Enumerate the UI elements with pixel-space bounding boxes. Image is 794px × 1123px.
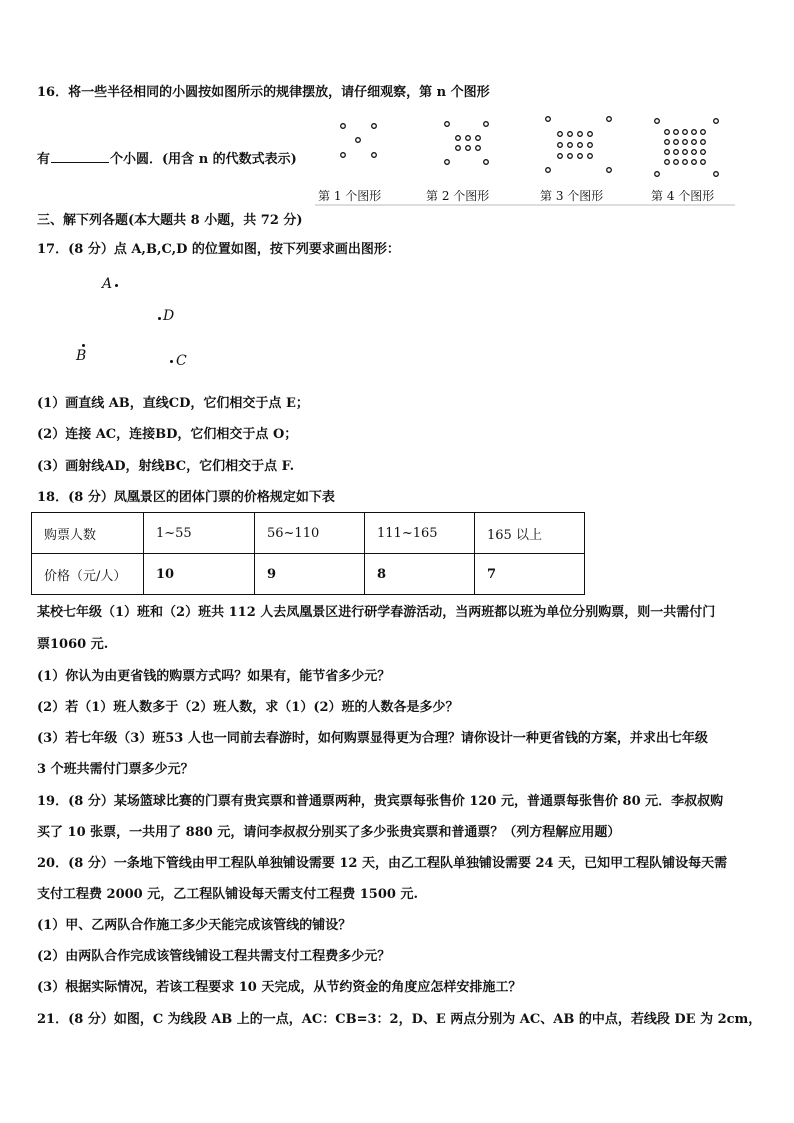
- table-cell: 1~55: [144, 513, 255, 554]
- q19-line-2: 买了 10 张票，一共用了 880 元，请问李叔叔分别买了多少张贵宾票和普通票？（列方程解应用题）: [37, 825, 621, 840]
- table-cell: 165 以上: [475, 513, 585, 554]
- q20-item-1: (1）甲、乙两队合作施工多少天能完成该管线的铺设？: [37, 918, 352, 933]
- q18-stem: 18．(8 分）凤凰景区的团体门票的价格规定如下表: [37, 490, 335, 505]
- point-d-dot: [158, 317, 161, 320]
- q20-line-1: 20．(8 分）一条地下管线由甲工程队单独铺设需要 12 天，由乙工程队单独铺设需要 24 天，已知甲工程队铺设每天需: [37, 856, 728, 871]
- q18-item-1: (1）你认为由更省钱的购票方式吗？如果有，能节省多少元？: [37, 669, 391, 684]
- q16-line2-post: 个小圆．(用含 n 的代数式表示): [110, 152, 297, 167]
- q16-line2: [37, 150, 297, 169]
- figure-label-3: 第 3 个图形: [540, 189, 604, 203]
- pattern-2: [445, 122, 489, 165]
- table-cell: 111~165: [365, 513, 475, 554]
- q19-line-1: 19．(8 分）某场篮球比赛的门票有贵宾票和普通票两种，贵宾票每张售价 120 元，普通票每张售价 80 元．李叔叔购: [37, 794, 724, 809]
- section-heading: 三、解下列各题(本大题共 8 小题，共 72 分): [37, 213, 303, 228]
- point-c-dot: [170, 360, 173, 363]
- pattern-1: [341, 124, 377, 158]
- point-a-dot: [115, 284, 118, 287]
- q17-stem: 17．(8 分）点 A,B,C,D 的位置如图，按下列要求画出图形：: [37, 242, 400, 257]
- q18-body-2: 票1060 元.: [37, 637, 109, 652]
- q16-line1: 16．将一些半径相同的小圆按如图所示的规律摆放，请仔细观察，第 n 个图形: [37, 85, 490, 100]
- point-d-label: D: [163, 308, 175, 324]
- q16-line2-pre: 有: [37, 152, 51, 167]
- point-b-label: B: [76, 348, 87, 364]
- point-b-dot: [82, 344, 85, 347]
- q18-body-1: 某校七年级（1）班和（2）班共 112 人去凤凰景区进行研学春游活动，当两班都以班为单位分别购票，则一共需付门: [37, 605, 716, 620]
- answer-blank: [51, 150, 109, 163]
- figure-label-2: 第 2 个图形: [426, 189, 490, 203]
- table-cell: 9: [255, 554, 365, 595]
- q17-item-2: (2）连接 AC，连接BD，它们相交于点 O；: [37, 427, 298, 442]
- ticket-price-table: [31, 512, 585, 595]
- figure-label-4: 第 4 个图形: [651, 189, 715, 203]
- table-cell: 10: [144, 554, 255, 595]
- q21-line-1: 21．(8 分）如图，C 为线段 AB 上的一点，AC：CB=3：2，D、E 两点分别为 AC、AB 的中点，若线段 DE 为 2cm，: [37, 1012, 762, 1027]
- q17-item-1: (1）画直线 AB，直线CD，它们相交于点 E；: [37, 396, 309, 411]
- table-row: [32, 554, 585, 595]
- table-row: [32, 513, 585, 554]
- q17-item-3: (3）画射线AD，射线BC，它们相交于点 F.: [37, 459, 295, 474]
- figure-label-1: 第 1 个图形: [318, 189, 382, 203]
- point-a-label: A: [102, 276, 113, 292]
- q18-item-3: (3）若七年级（3）班53 人也一同前去春游时，如何购票显得更为合理？请你设计一种更省钱的方案，并求出七年级: [37, 731, 708, 746]
- pattern-4: [655, 119, 719, 177]
- q16-figure-labels: [318, 187, 738, 205]
- pattern-3: [546, 117, 612, 173]
- table-cell: 8: [365, 554, 475, 595]
- table-cell: 购票人数: [32, 513, 144, 554]
- q18-item-2: (2）若（1）班人数多于（2）班人数，求（1）(2）班的人数各是多少？: [37, 700, 459, 715]
- q20-item-3: (3）根据实际情况，若该工程要求 10 天完成，从节约资金的角度应怎样安排施工？: [37, 980, 522, 995]
- table-cell: 价格（元/人）: [32, 554, 144, 595]
- q20-line-2: 支付工程费 2000 元，乙工程队铺设每天需支付工程费 1500 元.: [37, 887, 418, 902]
- table-cell: 7: [475, 554, 585, 595]
- table-cell: 56~110: [255, 513, 365, 554]
- q18-item-4: 3 个班共需付门票多少元？: [37, 762, 194, 777]
- point-c-label: C: [176, 353, 187, 369]
- q20-item-2: (2）由两队合作完成该管线铺设工程共需支付工程费多少元？: [37, 949, 391, 964]
